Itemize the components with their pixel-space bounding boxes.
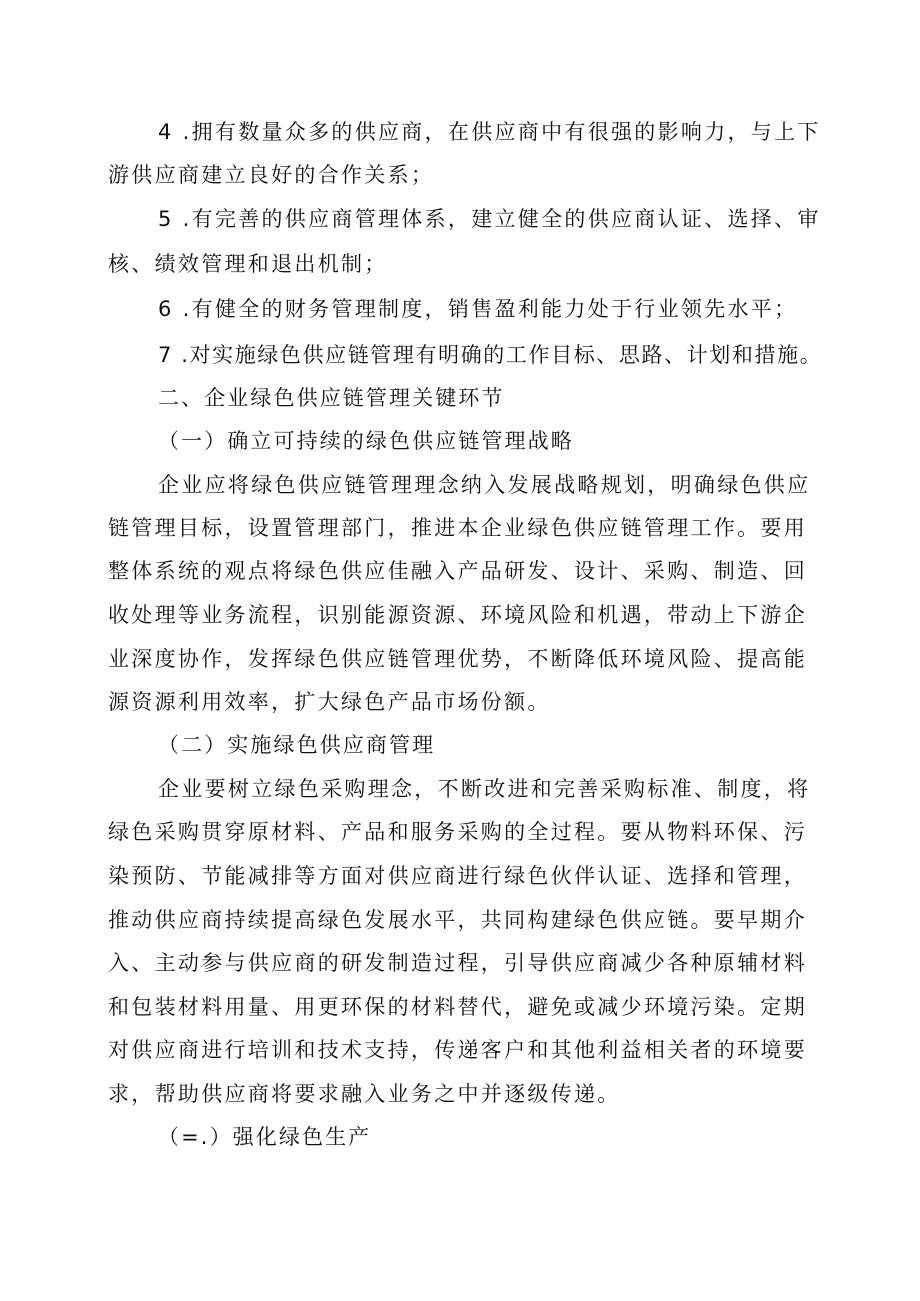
subsection-heading-3: （=.）强化绿色生产	[158, 1125, 372, 1149]
section-heading-2: 二、企业绿色供应链管理关键环节	[158, 386, 505, 410]
paragraph-2-line-3: 染预防、节能减排等方面对供应商进行绿色伙伴认证、选择和管理，	[108, 864, 807, 888]
paragraph-1-line-2: 链管理目标，设置管理部门，推进本企业绿色供应链管理工作。要用	[108, 516, 807, 540]
list-item-7: 7 .对实施绿色供应链管理有明确的工作目标、思路、计划和措施。	[158, 343, 823, 367]
paragraph-2-line-6: 和包装材料用量、用更环保的材料替代，避免或减少环境污染。定期	[108, 995, 807, 1019]
paragraph-1-line-3: 整体系统的观点将绿色供应佳融入产品研发、设计、采购、制造、回	[108, 559, 807, 583]
list-item-4-line-2: 游供应商建立良好的合作关系；	[108, 163, 435, 187]
subsection-heading-1: （一）确立可持续的绿色供应链管理战略	[158, 429, 574, 453]
subsection-heading-2: （二）实施绿色供应商管理	[158, 733, 436, 757]
paragraph-2-line-8: 求，帮助供应商将要求融入业务之中并逐级传递。	[108, 1082, 621, 1106]
paragraph-2-line-2: 绿色采购贯穿原材料、产品和服务采购的全过程。要从物料环保、污	[108, 820, 807, 844]
list-item-5-line-2: 核、绩效管理和退出机制；	[108, 252, 388, 276]
paragraph-2-line-5: 入、主动参与供应商的研发制造过程，引导供应商减少各种原辅材料	[108, 951, 807, 975]
paragraph-2-line-7: 对供应商进行培训和技术支持，传递客户和其他利益相关者的环境要	[108, 1038, 807, 1062]
paragraph-1-line-4: 收处理等业务流程，识别能源资源、环境风险和机遇，带动上下游企	[108, 603, 807, 627]
paragraph-2-line-4: 推动供应商持续提高绿色发展水平，共同构建绿色供应链。要早期介	[108, 908, 807, 932]
paragraph-1-line-5: 业深度协作，发挥绿色供应链管理优势，不断降低环境风险、提高能	[108, 647, 807, 671]
list-item-6: 6 .有健全的财务管理制度，销售盈利能力处于行业领先水平；	[158, 297, 798, 321]
paragraph-2-line-1: 企业要树立绿色采购理念，不断改进和完善采购标准、制度，将	[158, 777, 811, 801]
paragraph-1-line-1: 企业应将绿色供应链管理理念纳入发展战略规划，明确绿色供应	[158, 473, 811, 497]
list-item-4-line-1: 4 .拥有数量众多的供应商，在供应商中有很强的影响力，与上下	[158, 120, 821, 144]
list-item-5-line-1: 5 .有完善的供应商管理体系，建立健全的供应商认证、选择、审	[158, 207, 821, 231]
paragraph-1-line-6: 源资源利用效率，扩大绿色产品市场份额。	[108, 690, 551, 714]
